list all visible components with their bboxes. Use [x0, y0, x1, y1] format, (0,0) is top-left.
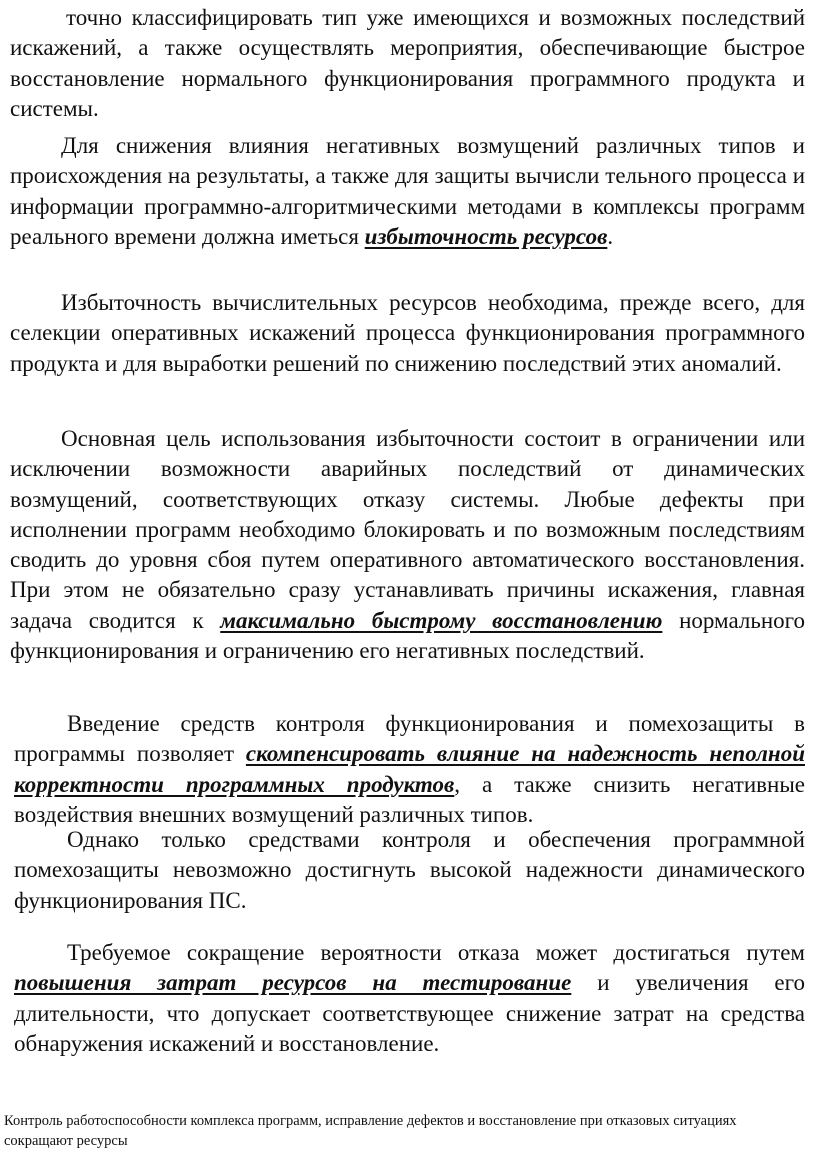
paragraph-2-text: Для снижения влияния негативных возмущений различных типов и происхождения на результаты, а также для защиты вычисли тельного процесса и информации программно-алгоритмическими методами в комплексы программ реального времени должна иметься: [10, 133, 805, 249]
paragraph-5-end: , а также снизить негативные воздействия внешних возмущений различных типов.: [14, 771, 805, 827]
paragraph-7-emphasis: повышения затрат ресурсов на тестирование: [14, 970, 572, 996]
paragraph-7: [14, 938, 805, 1059]
paragraph-2-end: .: [607, 223, 614, 249]
paragraph-2: [10, 131, 805, 252]
paragraph-5-emphasis: скомпенсировать влияние на надежность неполной корректности программных продуктов: [14, 741, 805, 797]
paragraph-7-text: Требуемое сокращение вероятности отказа может достигаться путем: [67, 940, 805, 965]
paragraph-1-text: точно классифицировать тип уже имеющихся и возможных последствий искажений, а также осуществлять мероприятия, обеспечивающие быстрое восстановление нормального функционирования программного продукта и системы.: [10, 5, 805, 121]
paragraph-2-emphasis: избыточность ресурсов: [364, 223, 608, 249]
paragraph-5-text: Введение средств контроля функционирования и помехозащиты в программы позволяет: [14, 711, 805, 767]
paragraph-3: [10, 288, 805, 379]
paragraph-5: [14, 709, 805, 830]
paragraph-4-text: Основная цель использования избыточности состоит в ограничении или исключении возможности аварийных последствий от динамических возмущений, соответствующих отказу системы. Любые дефекты при исполнении программ необходимо блокировать и по возможным последствиям сводить до уровня сбоя путем оперативного автоматического восстановления. При этом не обязательно сразу устанавливать причины искажения, главная задача сводится к: [10, 426, 805, 633]
paragraph-4-end: нормального функционирования и ограничению его негативных последствий.: [10, 607, 805, 664]
paragraph-4: [10, 424, 805, 666]
paragraph-7-end: и увеличения его длительности, что допускает соответствующее снижение затрат на средства обнаружения искажений и восстановление.: [14, 970, 805, 1056]
paragraph-6: [14, 825, 805, 916]
paragraph-4-emphasis: максимально быстрому восстановлению: [220, 607, 663, 633]
footer-caption: Контроль работоспособности комплекса программ, исправление дефектов и восстановление при отказовых ситуациях сокращают ресурсы: [4, 1113, 737, 1149]
paragraph-1: [10, 3, 805, 124]
paragraph-3-text: Избыточность вычислительных ресурсов необходима, прежде всего, для селекции оперативных искажений процесса функционирования программного продукта и для выработки решений по снижению последствий этих аномалий.: [10, 290, 805, 376]
paragraph-6-text: Однако только средствами контроля и обеспечения программной помехозащиты невозможно достигнуть высокой надежности динамического функционирования ПС.: [14, 827, 805, 913]
